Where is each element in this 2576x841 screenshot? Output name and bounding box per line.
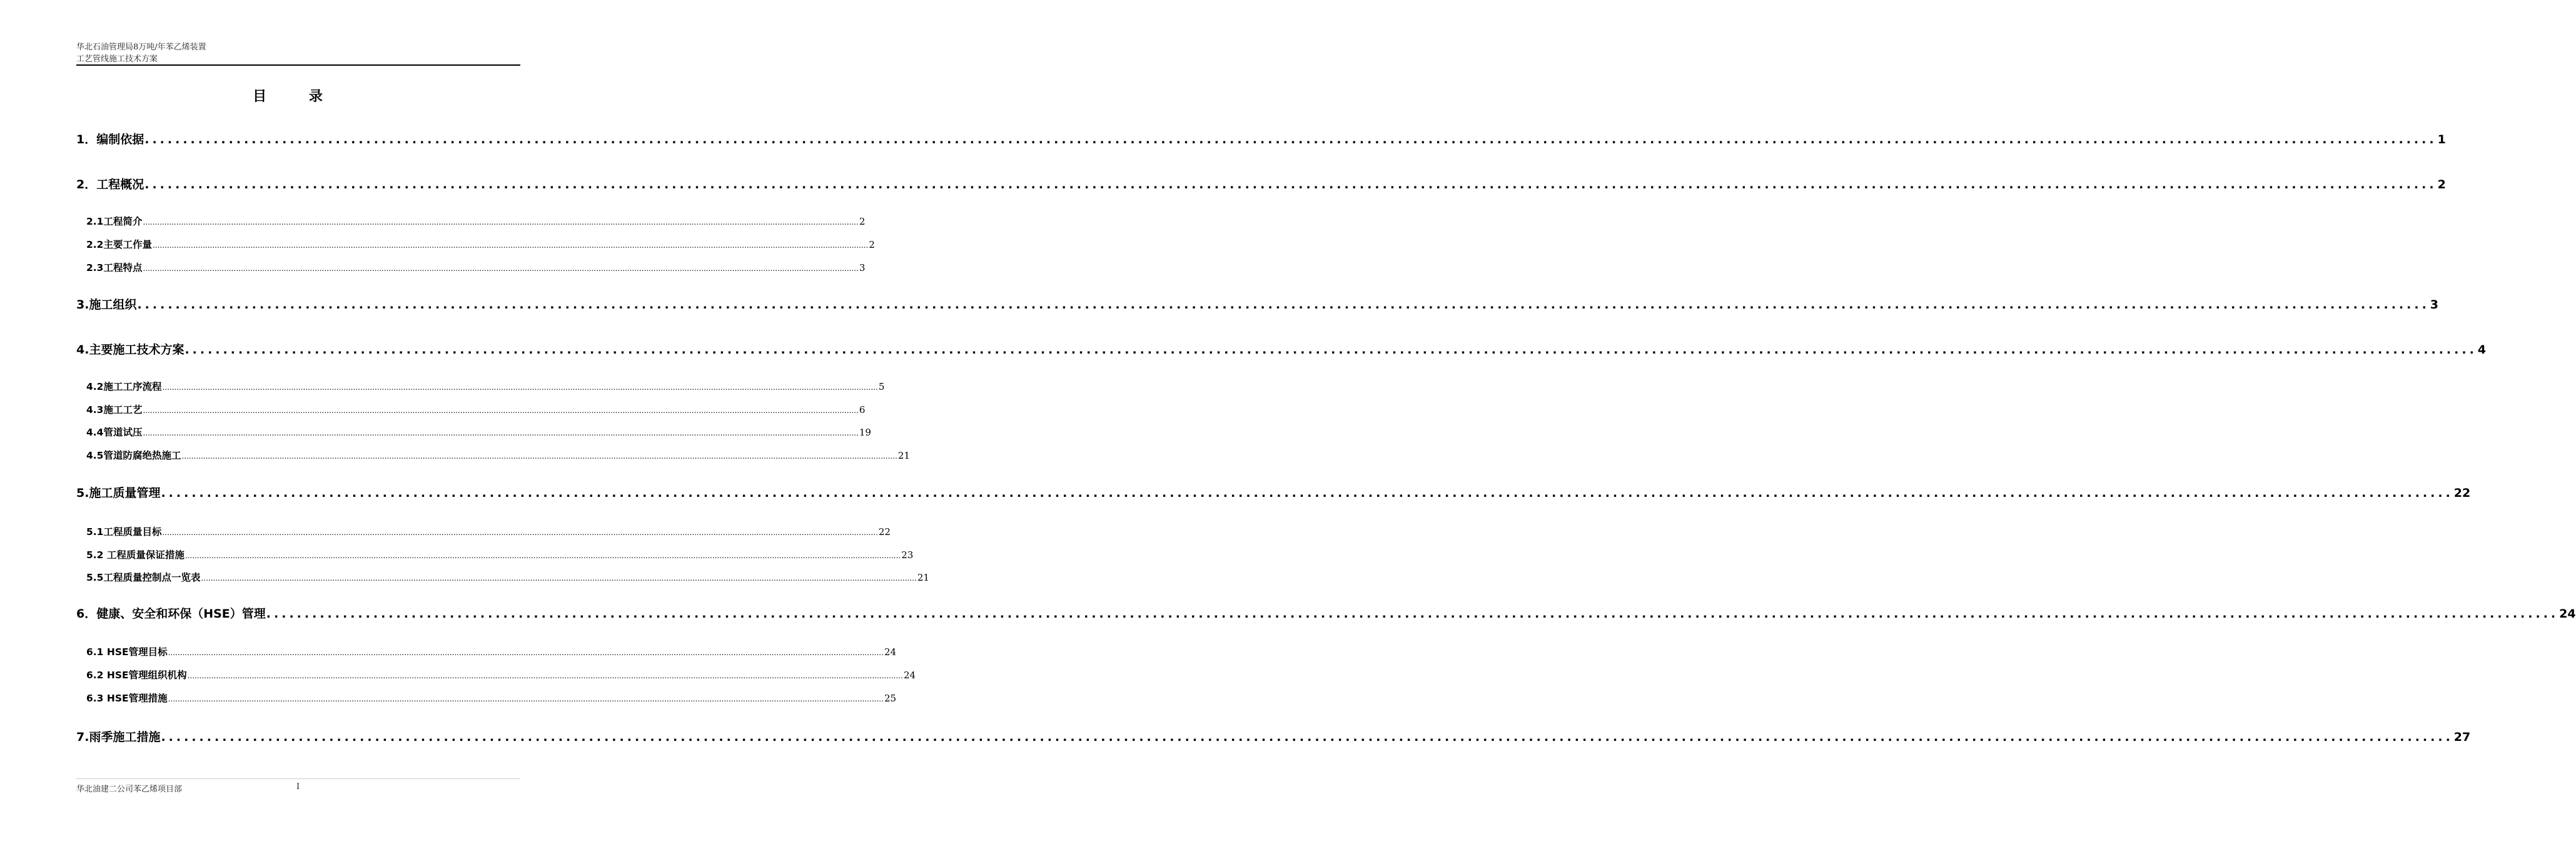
toc-leader: ............................................................................................................................................................................................................................................................................................................ xyxy=(143,264,859,273)
toc-subentry[interactable] xyxy=(86,402,866,417)
toc-entry[interactable] xyxy=(76,340,2487,359)
toc-entry-page: 1 xyxy=(2437,133,2446,146)
toc-leader: ............................................................................................................................................................................................................................................................................................................ xyxy=(181,452,897,461)
toc-subentry-page: 3 xyxy=(859,262,866,273)
toc-leader: ............................................................................................................................................................................................................................................................................................................ xyxy=(201,574,917,583)
toc-subentry[interactable] xyxy=(86,425,871,440)
toc-subentry-title: 6.1 HSE管理目标 xyxy=(86,646,168,658)
toc-subentry[interactable] xyxy=(86,260,866,275)
toc-leader: ............................................................................................................................................................................................................................................................................................................ xyxy=(144,178,2437,191)
toc-subentry-title: 2.3工程特点 xyxy=(86,262,143,273)
toc-leader: ............................................................................................................................................................................................................................................................................................................ xyxy=(184,343,2477,357)
toc-subentry[interactable] xyxy=(86,668,916,683)
toc-entry[interactable] xyxy=(76,728,2471,747)
toc-entry-page: 3 xyxy=(2430,298,2439,312)
toc-leader: ............................................................................................................................................................................................................................................................................................................ xyxy=(143,429,859,437)
toc-subentry-page: 2 xyxy=(869,239,875,250)
toc-leader: ............................................................................................................................................................................................................................................................................................................ xyxy=(168,648,884,657)
toc-entry-page: 24 xyxy=(2559,607,2576,621)
toc-subentry[interactable] xyxy=(86,570,929,585)
header-project-title: 华北石油管理局8万吨/年苯乙烯装置 xyxy=(76,43,206,52)
toc-subentry[interactable] xyxy=(86,548,914,563)
toc-entry[interactable] xyxy=(76,130,2446,149)
toc-entry-title: 3.施工组织 xyxy=(76,298,137,312)
header-doc-title: 工艺管线施工技术方案 xyxy=(76,54,158,64)
toc-entry-title: 4.主要施工技术方案 xyxy=(76,343,184,357)
toc-subentry-title: 5.5工程质量控制点一览表 xyxy=(86,572,201,583)
toc-subentry-title: 4.2施工工序流程 xyxy=(86,381,162,392)
toc-entry-title: 7.雨季施工措施 xyxy=(76,730,161,744)
toc-leader: ............................................................................................................................................................................................................................................................................................................ xyxy=(162,528,878,537)
toc-leader: ............................................................................................................................................................................................................................................................................................................ xyxy=(152,241,869,250)
toc-entry-title: 2．工程概况 xyxy=(76,178,144,191)
footer-page-number: I xyxy=(296,782,300,792)
toc-subentry-page: 2 xyxy=(859,216,866,227)
toc-subentry[interactable] xyxy=(86,524,891,539)
toc-subentry-title: 2.2主要工作量 xyxy=(86,239,152,250)
toc-entry[interactable] xyxy=(76,604,2576,623)
toc-subentry-page: 23 xyxy=(901,549,914,561)
toc-leader: ............................................................................................................................................................................................................................................................................................................ xyxy=(161,730,2453,744)
toc-entry-page: 2 xyxy=(2437,178,2446,191)
toc-entry-page: 4 xyxy=(2477,343,2487,357)
toc-subentry-title: 4.5管道防腐绝热施工 xyxy=(86,450,181,461)
toc-leader: ............................................................................................................................................................................................................................................................................................................ xyxy=(168,695,884,703)
toc-subentry-page: 6 xyxy=(859,404,866,415)
footer-organization: 华北油建二公司苯乙烯项目部 xyxy=(76,785,183,794)
toc-subentry-page: 24 xyxy=(884,646,897,658)
toc-subentry-title: 5.2 工程质量保证措施 xyxy=(86,549,184,561)
toc-subentry-page: 22 xyxy=(878,526,891,538)
toc-subentry[interactable] xyxy=(86,237,875,252)
toc-subentry[interactable] xyxy=(86,214,866,229)
toc-leader: ............................................................................................................................................................................................................................................................................................................ xyxy=(266,607,2559,621)
toc-subentry-page: 21 xyxy=(917,572,929,583)
header-divider xyxy=(76,64,520,66)
toc-subentry-page: 21 xyxy=(897,450,910,461)
toc-entry-page: 22 xyxy=(2453,486,2471,500)
toc-subentry[interactable] xyxy=(86,645,897,660)
toc-subentry[interactable] xyxy=(86,448,910,463)
footer-divider xyxy=(76,778,520,779)
toc-leader: ............................................................................................................................................................................................................................................................................................................ xyxy=(162,383,878,392)
toc-subentry-title: 5.1工程质量目标 xyxy=(86,526,162,538)
toc-subentry-page: 25 xyxy=(884,693,897,704)
toc-leader: ............................................................................................................................................................................................................................................................................................................ xyxy=(143,406,859,415)
toc-subentry[interactable] xyxy=(86,379,885,394)
toc-leader: ............................................................................................................................................................................................................................................................................................................ xyxy=(161,486,2453,500)
toc-leader: ............................................................................................................................................................................................................................................................................................................ xyxy=(144,133,2437,146)
toc-subentry-title: 4.4管道试压 xyxy=(86,427,143,438)
toc-entry-page: 27 xyxy=(2453,730,2471,744)
toc-heading: 目 录 xyxy=(253,89,341,104)
toc-leader: ............................................................................................................................................................................................................................................................................................................ xyxy=(143,218,859,227)
toc-entry[interactable] xyxy=(76,295,2439,314)
toc-entry-title: 5.施工质量管理 xyxy=(76,486,161,500)
toc-subentry-page: 19 xyxy=(859,427,871,438)
toc-subentry-title: 6.3 HSE管理措施 xyxy=(86,693,168,704)
toc-entry-title: 1．编制依据 xyxy=(76,133,144,146)
page-header xyxy=(76,41,520,65)
toc-subentry-page: 5 xyxy=(878,381,885,392)
toc-subentry-title: 2.1工程简介 xyxy=(86,216,143,227)
toc-entry-title: 6．健康、安全和环保（HSE）管理 xyxy=(76,607,266,621)
toc-entry[interactable] xyxy=(76,484,2471,502)
toc-leader: ............................................................................................................................................................................................................................................................................................................ xyxy=(137,298,2430,312)
toc-leader: ............................................................................................................................................................................................................................................................................................................ xyxy=(187,671,903,680)
toc-subentry[interactable] xyxy=(86,691,897,706)
toc-entry[interactable] xyxy=(76,175,2446,194)
toc-leader: ............................................................................................................................................................................................................................................................................................................ xyxy=(184,551,901,560)
toc-subentry-page: 24 xyxy=(903,670,916,681)
toc-subentry-title: 6.2 HSE管理组织机构 xyxy=(86,670,187,681)
toc-subentry-title: 4.3施工工艺 xyxy=(86,404,143,415)
